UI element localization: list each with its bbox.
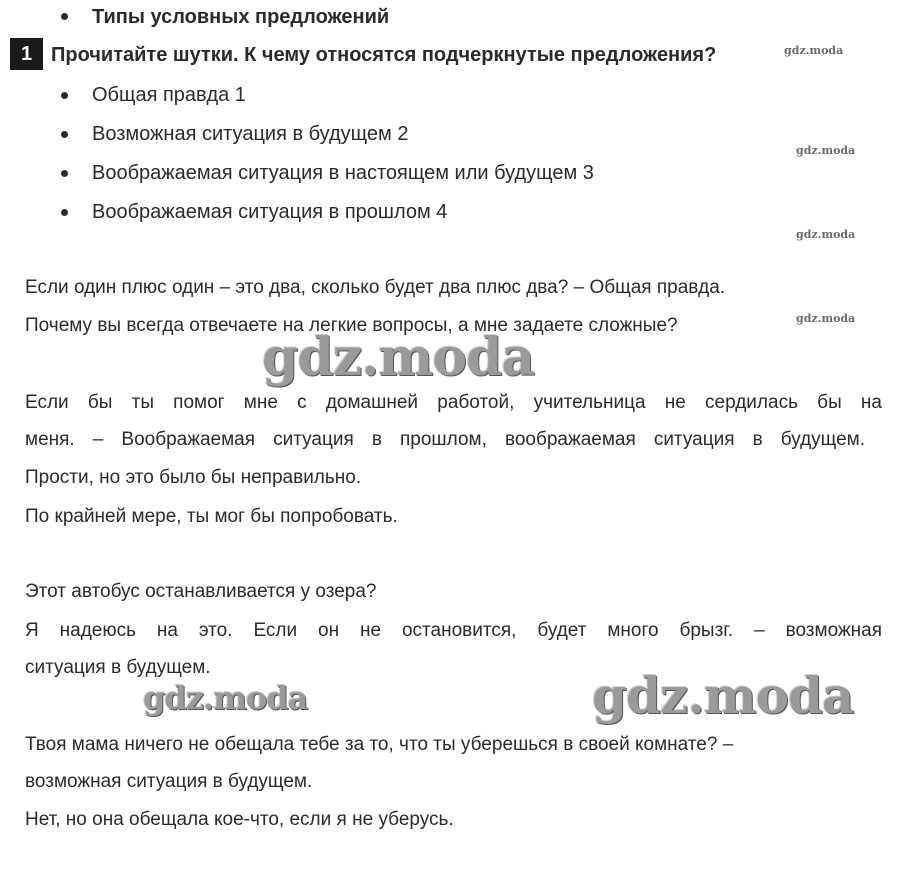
- option-item: Воображаемая ситуация в прошлом 4: [92, 201, 448, 223]
- bullet-icon: [61, 209, 68, 216]
- joke-line: По крайней мере, ты мог бы попробовать.: [25, 506, 398, 527]
- option-item: Возможная ситуация в будущем 2: [92, 123, 409, 145]
- joke-line: Я надеюсь на это. Если он не остановится, будет много брызг. – возможная: [25, 620, 882, 641]
- bullet-icon: [61, 170, 68, 177]
- watermark: gdz.moda: [143, 679, 308, 717]
- bullet-icon: [61, 13, 68, 20]
- joke-line: Если бы ты помог мне с домашней работой, учительница не сердилась бы на: [25, 392, 882, 413]
- joke-line: возможная ситуация в будущем.: [25, 771, 313, 792]
- watermark: gdz.moda: [796, 312, 856, 325]
- joke-line: Этот автобус останавливается у озера?: [25, 581, 377, 602]
- bullet-icon: [61, 131, 68, 138]
- watermark: gdz.moda: [796, 144, 856, 157]
- watermark: gdz.moda: [262, 327, 535, 388]
- option-item: Общая правда 1: [92, 84, 246, 106]
- exercise-number: 1: [10, 38, 43, 70]
- joke-line: Если один плюс один – это два, сколько будет два плюс два? – Общая правда.: [25, 277, 726, 298]
- option-item: Воображаемая ситуация в настоящем или будущем 3: [92, 162, 594, 184]
- joke-line: меня. – Воображаемая ситуация в прошлом, воображаемая ситуация в будущем.: [25, 429, 865, 450]
- joke-line: Твоя мама ничего не обещала тебе за то, что ты уберешься в своей комнате? –: [25, 734, 734, 755]
- watermark: gdz.moda: [592, 666, 854, 725]
- joke-line: ситуация в будущем.: [25, 657, 211, 678]
- section-title: Типы условных предложений: [92, 6, 390, 28]
- watermark: gdz.moda: [796, 228, 856, 241]
- exercise-instruction: Прочитайте шутки. К чему относятся подчеркнутые предложения?: [51, 44, 717, 66]
- joke-line: Почему вы всегда отвечаете на легкие вопросы, а мне задаете сложные?: [25, 315, 678, 336]
- watermark: gdz.moda: [784, 44, 844, 57]
- joke-line: Прости, но это было бы неправильно.: [25, 467, 362, 488]
- bullet-icon: [61, 92, 68, 99]
- joke-line: Нет, но она обещала кое-что, если я не уберусь.: [25, 809, 454, 830]
